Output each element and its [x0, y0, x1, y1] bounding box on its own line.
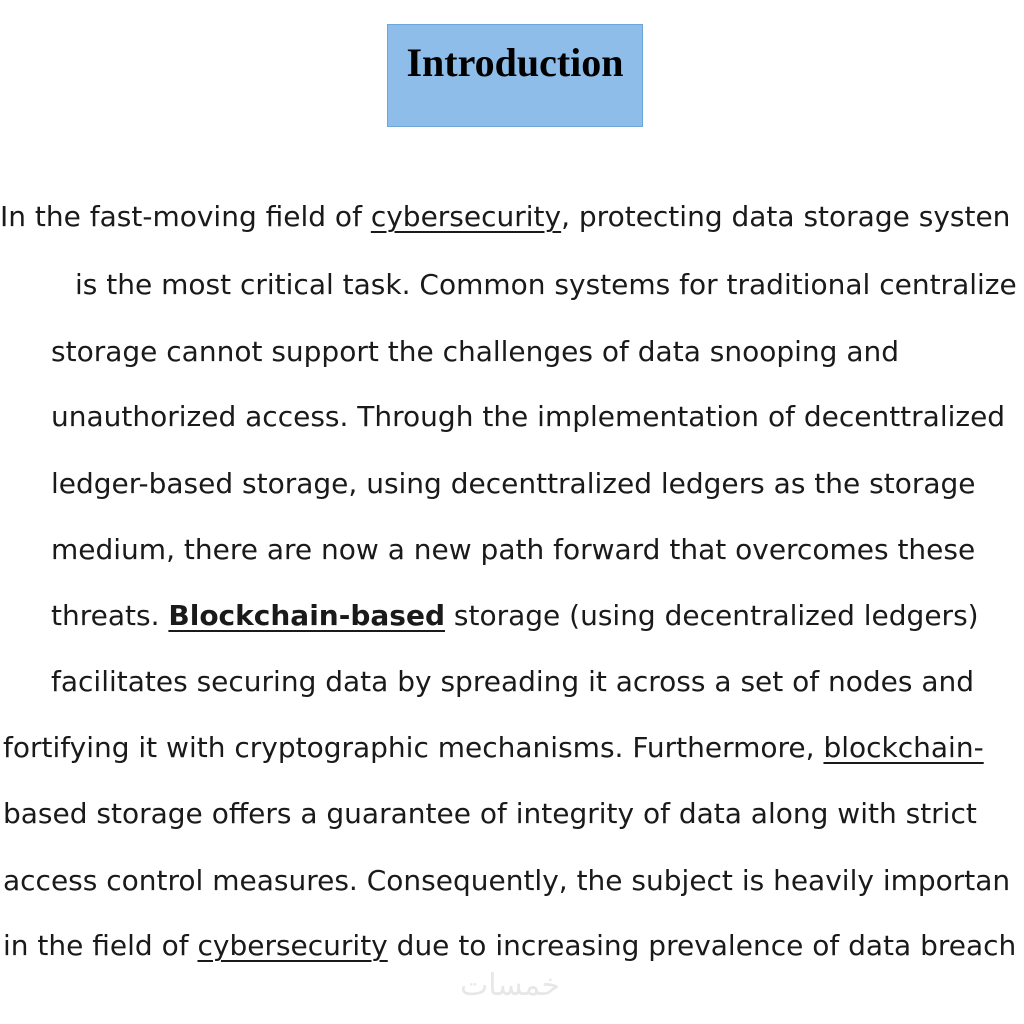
text-segment: threats. [51, 599, 169, 632]
paragraph-line-12 [3, 926, 1016, 966]
paragraph-line-7 [51, 596, 979, 636]
link-blockchain[interactable]: blockchain- [823, 731, 984, 764]
text-segment: due to increasing prevalence of data breach [387, 929, 1017, 962]
link-cybersecurity-2[interactable]: cybersecurity [197, 929, 388, 962]
text-segment: In the fast-moving field of [0, 200, 371, 233]
link-cybersecurity[interactable]: cybersecurity [370, 200, 562, 233]
paragraph-line-8: facilitates securing data by spreading it across a set of nodes and [51, 665, 975, 698]
text-segment: storage (using decentralized ledgers) [444, 599, 979, 632]
paragraph-line-5: ledger-based storage, using decenttralized ledgers as the storage [51, 467, 976, 500]
paragraph-line-6: medium, there are now a new path forward that overcomes these [51, 533, 976, 566]
text-segment: , protecting data storage systen [561, 200, 1011, 233]
paragraph-line-9 [3, 728, 984, 768]
heading-box [387, 24, 643, 127]
paragraph-line-10: based storage offers a guarantee of integrity of data along with strict [3, 797, 977, 830]
paragraph-line-11: access control measures. Consequently, the subject is heavily importan [3, 864, 1011, 897]
paragraph-line-2: is the most critical task. Common systems for traditional centralize [75, 268, 1017, 301]
paragraph-line-3: storage cannot support the challenges of data snooping and [51, 335, 899, 368]
paragraph-line-4: unauthorized access. Through the implementation of decenttralized [51, 400, 1006, 433]
page-title: Introduction [406, 40, 624, 85]
link-blockchain-based[interactable]: Blockchain-based [168, 599, 445, 632]
paragraph-line-1 [0, 197, 1010, 237]
text-segment: in the field of [3, 929, 198, 962]
watermark-logo: خمسات [459, 968, 561, 1003]
text-segment: fortifying it with cryptographic mechanisms. Furthermore, [3, 731, 824, 764]
